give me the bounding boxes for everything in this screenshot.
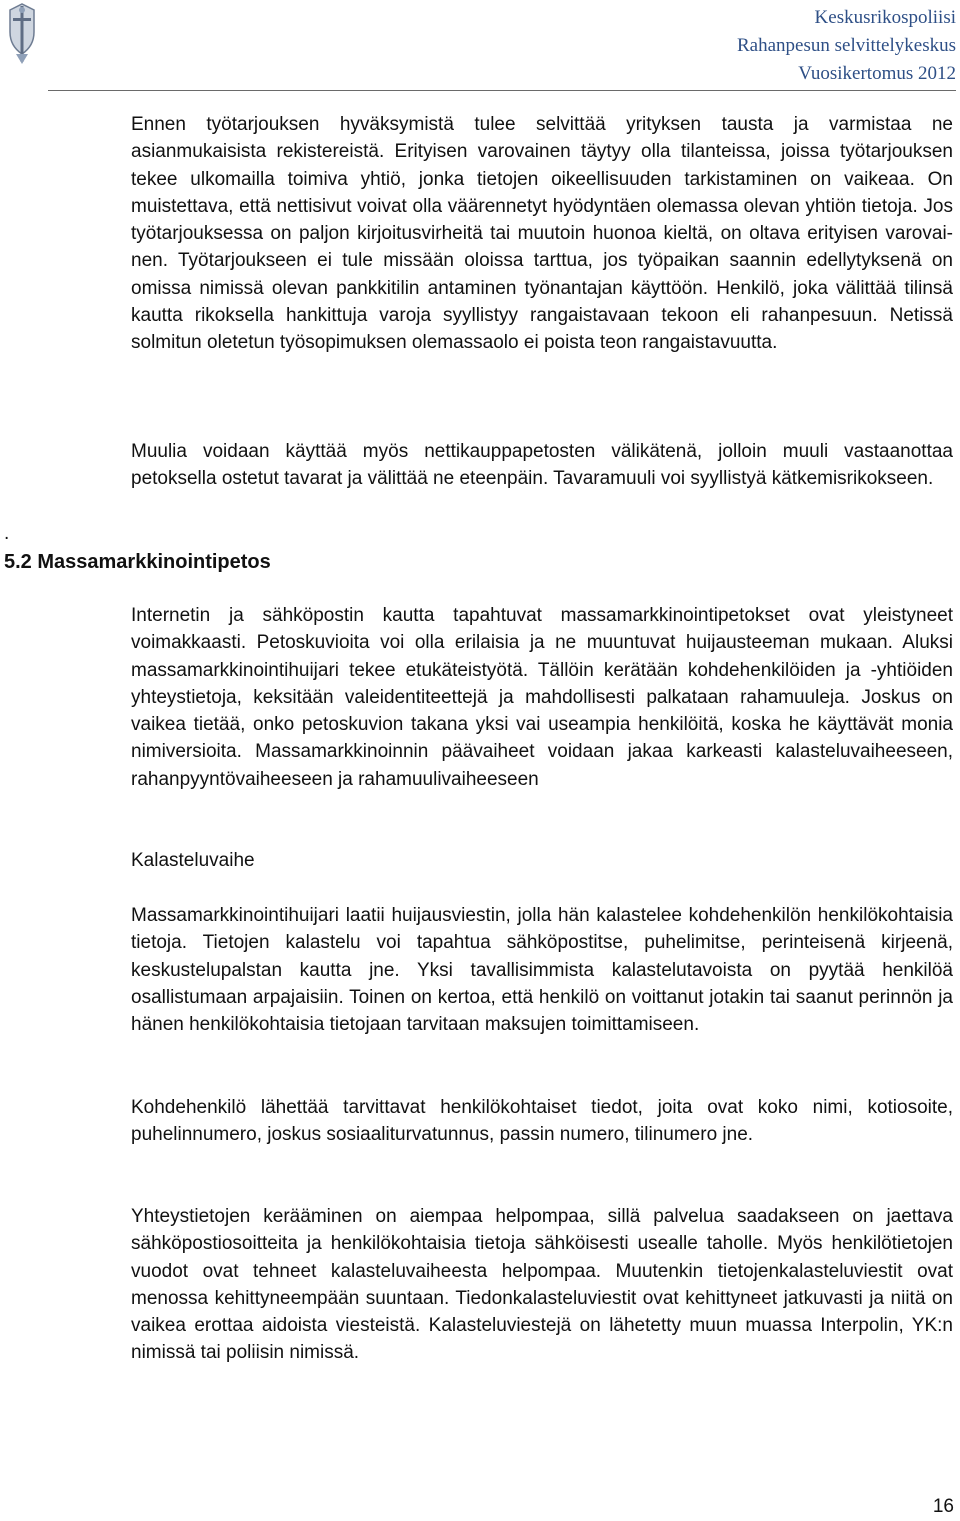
- section-heading: 5.2 Massamarkkinointipetos: [4, 551, 271, 573]
- document-header: [737, 4, 956, 88]
- paragraph-mass-marketing: Internetin ja sähköpostin kautta tapahtuvat massamarkkinointipetokset ovat yleistyneet voimakkaasti. Petoskuvioita voi olla erilaisia ja ne muuntuvat huijausteeman mukaan. Aluksi massamarkkinointihuijari tekee etukäteistyötä. Tällöin kerätään kohdehenkilöiden ja -yhtiöiden yhteystietoja, keksitään valeidentiteettejä ja mahdollisesti palkataan rahamuuleja. Joskus on vaikea tietää, onko petoskuvion takana yksi vai useampia henkilöitä, koska he käyttävät monia nimiversioita. Massamarkkinoinnin päävaiheet voidaan jakaa karkeasti kalasteluvaiheeseen, rahanpyyntövaiheeseen ja rahamuulivaiheeseen: [131, 605, 953, 790]
- header-report-title: Vuosikertomus 2012: [798, 63, 956, 84]
- header-organization: Keskusrikospoliisi: [814, 7, 956, 28]
- paragraph-personal-details: Kohdehenkilö lähettää tarvittavat henkilökohtaiset tiedot, joita ovat koko nimi, kotiosoite, puhelinnumero, joskus sosiaaliturvatunnus, passin numero, tilinumero jne.: [131, 1097, 953, 1146]
- subheading-phishing-phase: Kalasteluvaihe: [131, 850, 255, 871]
- page-number: 16: [932, 1496, 954, 1517]
- paragraph-contact-collection: Yhteystietojen kerääminen on aiempaa helpompaa, sillä palvelua saadakseen on jaettava sähköpostiosoitteita ja henkilökohtaisia tietoja sähköisesti usealle taholle. Myös henkilötietojen vuodot ovat tehneet kalasteluvaiheesta helpompaa. Muutenkin tietojenkalasteluviestit ovat menossa kehittyneempään suuntaan. Tiedonkalasteluviestit ovat kehittyneet jatkuvasti ja niitä on vaikea erottaa aidoista viesteistä. Kalasteluviestejä on lähetetty muun muassa Interpolin, YK:n nimissä tai poliisin nimissä.: [131, 1206, 953, 1364]
- header-divider: [48, 90, 956, 91]
- paragraph-phishing-message: Massamarkkinointihuijari laatii huijausviestin, jolla hän kalastelee kohdehenkilön henkilökohtaisia tietoja. Tietojen kalastelu voi tapahtua sähköpostitse, puhelimitse, perinteisenä kirjeenä, keskustelupalstan kautta jne. Yksi tavallisimmista kalastelutavoista on pyytää henkilöä osallistumaan arpajaisiin. Toinen on kertoa, että henkilö on voittanut jotakin tai saanut perinnön ja hänen henkilökohtaisia tietojaan tarvitaan maksujen toimittamiseen.: [131, 905, 953, 1036]
- header-unit: Rahanpesun selvittelykeskus: [737, 35, 956, 56]
- paragraph-goods-mule: Muulia voidaan käyttää myös nettikauppapetosten välikätenä, jolloin muuli vastaanottaa petoksella ostetut tavarat ja välittää ne eteenpäin. Tavaramuuli voi syyllistyä kätkemisrikokseen.: [131, 441, 953, 490]
- paragraph-job-offer: Ennen työtarjouksen hyväksymistä tulee selvittää yrityksen tausta ja varmistaa ne asianmukaisista rekistereistä. Erityisen varovainen täytyy olla tilanteissa, joissa työtarjouksen tekee ulkomailla toimiva yhtiö, jonka tietojen oikeellisuuden tarkistaminen on vaikeaa. On muistettava, että nettisivut voivat olla väärennetyt hyödyntäen olemassa olevan yhtiön tietoja. Jos työtarjouksessa on paljon kirjoitusvirheitä tai muutoin huonoa kieltä, on oltava erityisen varovainen. Työtarjoukseen ei tule missään oloissa tarttua, jos työpaikan saannin edellytyksenä on omissa nimissä olevan pankkitilin antaminen työnantajan käyttöön. Henkilö, joka välittää tilinsä kautta rikoksella hankittuja varoja syyllistyy rangaistavaan tekoon eli rahanpesuun. Netissä solmitun oletetun työsopimuksen olemassaolo ei poista teon rangaistavuutta.: [131, 114, 953, 354]
- police-emblem-icon: [2, 2, 42, 66]
- stray-dot: .: [4, 523, 10, 544]
